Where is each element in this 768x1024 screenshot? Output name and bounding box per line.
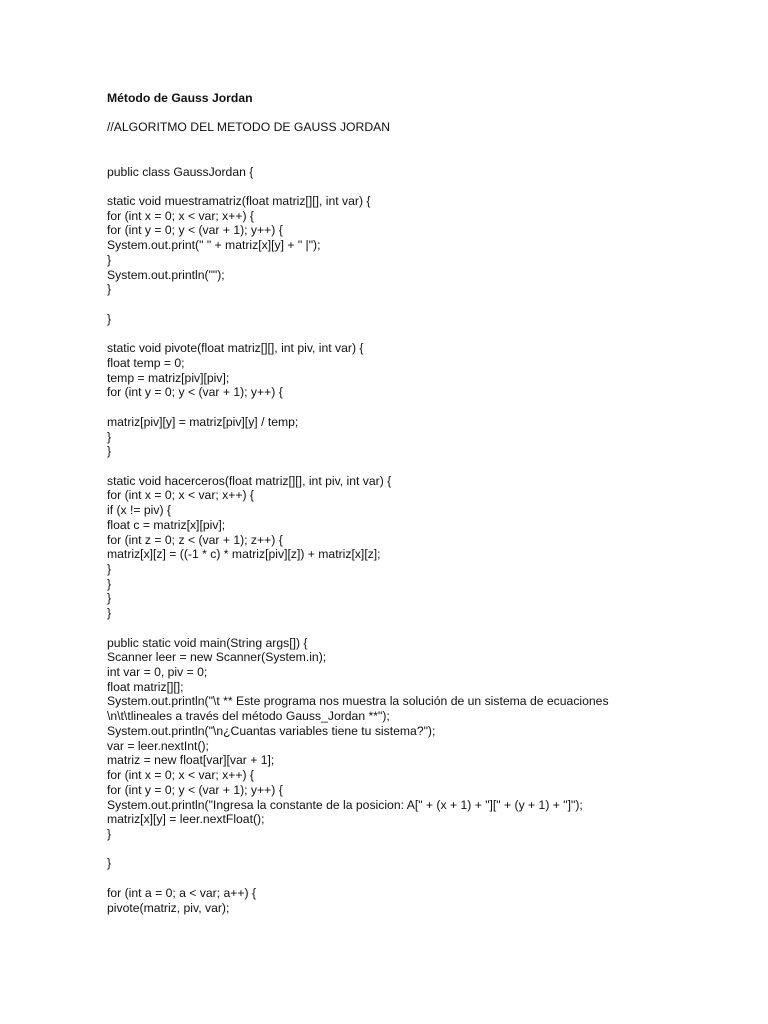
code-line: static void hacerceros(float matriz[][], int piv, int var) { — [107, 473, 392, 488]
document-content — [107, 91, 747, 915]
code-line: float c = matriz[x][piv]; — [107, 517, 226, 532]
code-line: int var = 0, piv = 0; — [107, 665, 208, 680]
spacer — [107, 135, 747, 150]
code-line: } — [107, 856, 112, 871]
code-line: if (x != piv) { — [107, 503, 172, 518]
code-line: } — [107, 252, 112, 267]
spacer — [107, 150, 747, 165]
code-line: for (int z = 0; z < (var + 1); z++) { — [107, 532, 283, 547]
code-line — [107, 179, 747, 194]
code-line: static void muestramatriz(float matriz[][], int var) { — [107, 194, 371, 209]
spacer — [107, 106, 747, 121]
code-line: } — [107, 429, 112, 444]
code-line: public class GaussJordan { — [107, 164, 254, 179]
code-line: var = leer.nextInt(); — [107, 738, 209, 753]
code-line: matriz[x][z] = ((-1 * c) * matriz[piv][z]) + matriz[x][z]; — [107, 547, 381, 562]
code-line: } — [107, 591, 112, 606]
code-line: } — [107, 562, 112, 576]
code-line: } — [107, 606, 112, 621]
code-line: System.out.println("Ingresa la constante de la posicion: A[" + (x + 1) + "][" + (y + 1) + "]"); — [107, 797, 583, 812]
code-line: System.out.println("\t ** Este programa nos muestra la solución de un sistema de ecuaciones — [107, 694, 609, 709]
code-line: \n\t\tlineales a través del método Gauss_Jordan **"); — [107, 709, 390, 724]
code-line — [107, 871, 747, 886]
code-line: for (int y = 0; y < (var + 1); y++) { — [107, 385, 283, 400]
code-line: System.out.println("\n¿Cuantas variables tiene tu sistema?"); — [107, 723, 436, 738]
code-line: float temp = 0; — [107, 355, 185, 370]
code-line: for (int x = 0; x < var; x++) { — [107, 768, 254, 783]
code-line — [107, 327, 747, 342]
document-title: Método de Gauss Jordan — [107, 91, 253, 105]
code-line — [107, 459, 747, 474]
code-line: } — [107, 444, 112, 459]
code-line: pivote(matriz, piv, var); — [107, 900, 230, 915]
code-line: } — [107, 826, 112, 841]
code-line: for (int x = 0; x < var; x++) { — [107, 208, 254, 223]
code-line: for (int a = 0; a < var; a++) { — [107, 885, 257, 900]
code-line: System.out.print(" " + matriz[x][y] + " |"); — [107, 238, 321, 253]
code-line: for (int x = 0; x < var; x++) { — [107, 488, 254, 503]
code-line — [107, 400, 747, 415]
code-line — [107, 621, 747, 636]
code-line: Scanner leer = new Scanner(System.in); — [107, 650, 327, 665]
code-line: matriz[x][y] = leer.nextFloat(); — [107, 812, 265, 827]
code-comment: //ALGORITMO DEL METODO DE GAUSS JORDAN — [107, 120, 391, 135]
code-line: } — [107, 576, 112, 591]
code-line: float matriz[][]; — [107, 679, 184, 694]
code-line: static void pivote(float matriz[][], int piv, int var) { — [107, 341, 364, 356]
code-line — [107, 297, 747, 312]
code-line: System.out.println(""); — [107, 267, 225, 282]
code-line: matriz[piv][y] = matriz[piv][y] / temp; — [107, 414, 299, 429]
code-line: matriz = new float[var][var + 1]; — [107, 753, 275, 768]
code-line: for (int y = 0; y < (var + 1); y++) { — [107, 223, 283, 238]
code-line: public static void main(String args[]) { — [107, 635, 308, 650]
code-line: } — [107, 311, 112, 326]
code-block — [107, 165, 747, 916]
code-line — [107, 842, 747, 857]
code-line: } — [107, 282, 112, 297]
code-line: temp = matriz[piv][piv]; — [107, 370, 230, 385]
code-line: for (int y = 0; y < (var + 1); y++) { — [107, 782, 283, 797]
